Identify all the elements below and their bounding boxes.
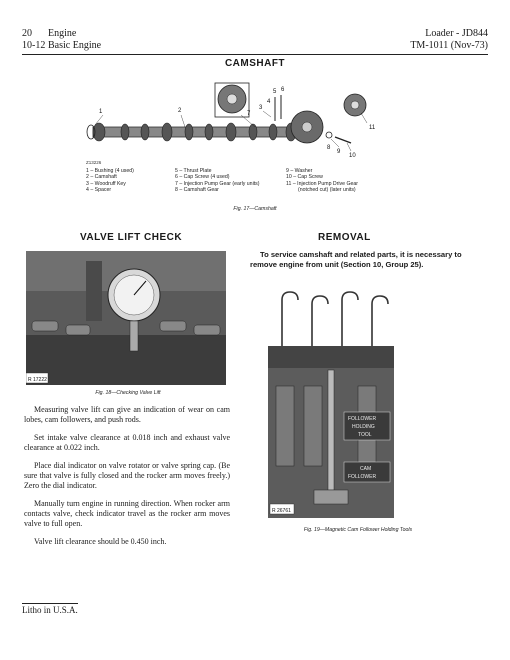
legend-column-1 [86, 168, 134, 194]
legend-item: 4 – Spacer [86, 187, 112, 194]
camshaft-figure-number: Z13226 [86, 160, 102, 165]
subsection-title: Basic Engine [48, 40, 102, 51]
tools-figure-number: R 26761 [272, 508, 291, 514]
header-left [22, 28, 101, 52]
callout-8: 8 [327, 145, 331, 151]
page-number: 20 [22, 28, 32, 39]
callout-2: 2 [178, 108, 182, 114]
callout-3: 3 [259, 105, 263, 111]
camshaft-title: CAMSHAFT [224, 58, 286, 69]
legend-item: (notched cut) (later units) [298, 187, 356, 194]
header-right [410, 28, 488, 52]
legend-column-3 [286, 168, 358, 194]
page-section-line-2 [22, 40, 101, 52]
valve-lift-caption: Fig. 18—Checking Valve Lift [95, 390, 161, 396]
legend-item: 9 – Washer [286, 168, 313, 174]
callout-4: 4 [267, 99, 271, 105]
legend-item: 8 – Camshaft Gear [175, 187, 219, 194]
page-section-line-1 [22, 28, 101, 40]
valve-lift-paragraph: Measuring valve lift can give an indication of wear on cam lobes, cam followers, and push rods. [24, 405, 230, 424]
manual-id: TM-1011 (Nov-73) [410, 40, 488, 51]
follower-holding-tool-label-line-1: FOLLOWER [348, 416, 377, 422]
callout-9: 9 [337, 149, 341, 155]
footer-divider [22, 603, 78, 604]
section-number: 10-12 [22, 40, 46, 51]
legend-item: 1 – Bushing (4 used) [86, 168, 134, 174]
legend-column-2 [175, 168, 259, 194]
valve-lift-figure-number: R 17222 [28, 377, 47, 383]
callout-6: 6 [281, 87, 285, 93]
valve-lift-paragraph: Manually turn engine in running direction. When rocker arm contacts valve, check indicator travel as the rocker arm moves valve to full open. [24, 499, 230, 528]
callout-7: 7 [247, 111, 251, 117]
cam-follower-label-line-1: CAM [360, 466, 372, 472]
callout-10: 10 [349, 153, 356, 159]
valve-lift-paragraph: Place dial indicator on valve rotator or valve spring cap. (Be sure that valve is fully closed and the rocker arm moves freely.) Zero the dial indicator. [24, 461, 230, 490]
callout-5: 5 [273, 89, 277, 95]
legend-item: 3 – Woodruff Key [86, 180, 126, 187]
legend-item: 7 – Injection Pump Gear (early units) [175, 180, 260, 187]
removal-text: To service camshaft and related parts, it is necessary to remove engine from unit (Section 10, Group 25). [250, 250, 462, 269]
callout-11: 11 [369, 125, 376, 131]
follower-holding-tool-label-line-2: HOLDING [352, 424, 375, 430]
cam-follower-tools-caption: Fig. 19—Magnetic Cam Follower Holding Tools [303, 527, 413, 533]
legend-item: 5 – Thrust Plate [175, 168, 212, 174]
camshaft-caption: Fig. 17—Camshaft [233, 206, 277, 212]
valve-lift-body [24, 405, 230, 555]
removal-title: REMOVAL [318, 232, 371, 243]
cam-follower-label-line-2: FOLLOWER [348, 474, 377, 480]
machine-name: Loader - JD844 [425, 28, 488, 39]
valve-lift-paragraph: Valve lift clearance should be 0.450 inch. [34, 537, 167, 546]
cam-follower-tools-photo [268, 286, 394, 518]
valve-lift-title: VALVE LIFT CHECK [80, 232, 183, 243]
valve-lift-paragraph: Set intake valve clearance at 0.018 inch and exhaust valve clearance at 0.022 inch. [24, 433, 230, 452]
valve-lift-photo [26, 251, 226, 385]
callout-1: 1 [99, 109, 103, 115]
camshaft-exploded-illustration [85, 75, 385, 165]
legend-item: 11 – Injection Pump Drive Gear [286, 180, 358, 187]
legend-item: 6 – Cap Screw (4 used) [175, 174, 230, 181]
follower-holding-tool-label-line-3: TOOL [358, 432, 372, 438]
legend-item: 10 – Cap Screw [286, 174, 323, 181]
header-divider [22, 54, 488, 55]
litho-footer: Litho in U.S.A. [22, 605, 78, 615]
legend-item: 2 – Camshaft [86, 174, 117, 181]
section-title: Engine [48, 28, 77, 39]
